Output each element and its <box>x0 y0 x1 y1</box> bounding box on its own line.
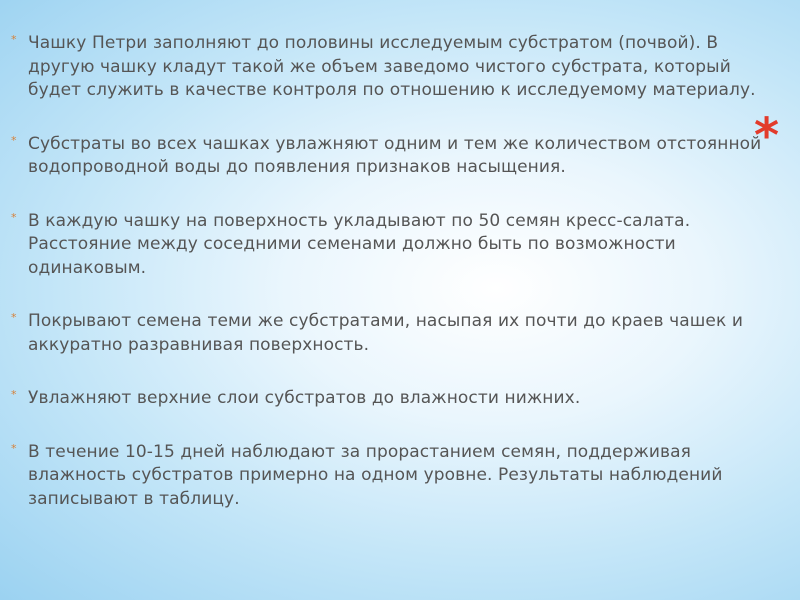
bullet-asterisk-icon: * <box>11 210 17 224</box>
bullet-asterisk-icon: * <box>11 441 17 455</box>
bullet-asterisk-icon: * <box>11 33 17 46</box>
bullet-text: Увлажняют верхние слои субстратов до влажности нижних. <box>28 388 581 408</box>
bullet-text: В каждую чашку на поверхность укладывают по 50 семян кресс-салата. Расстояние между соседними семенами должно быть по возможности одинаковым. <box>28 210 691 278</box>
list-item <box>10 210 780 281</box>
bullet-asterisk-icon: * <box>11 388 17 401</box>
bullet-text: Чашку Петри заполняют до половины исследуемым субстратом (почвой). В другую чашку кладут такой же объем заведомо чистого субстрата, который будет служить в качестве контроля по отношению к исследуемому материалу. <box>28 33 756 100</box>
list-item <box>10 441 780 512</box>
bullet-text: В течение 10-15 дней наблюдают за прорастанием семян, поддерживая влажность субстратов примерно на одном уровне. Результаты наблюдений записывают в таблицу. <box>28 441 723 509</box>
bullet-asterisk-icon: * <box>11 311 17 324</box>
bullet-asterisk-icon: * <box>11 133 17 147</box>
title-asterisk-marker: * <box>754 108 780 164</box>
bullet-text: Покрывают семена теми же субстратами, насыпая их почти до краев чашек и аккуратно разравнивая поверхность. <box>28 311 744 355</box>
list-item <box>10 32 780 103</box>
bullet-text: Субстраты во всех чашках увлажняют одним и тем же количеством отстоянной водопроводной воды до появления признаков насыщения. <box>28 133 762 177</box>
list-item <box>10 310 780 357</box>
bullet-list <box>10 32 780 541</box>
list-item <box>10 387 780 411</box>
list-item <box>10 133 780 180</box>
